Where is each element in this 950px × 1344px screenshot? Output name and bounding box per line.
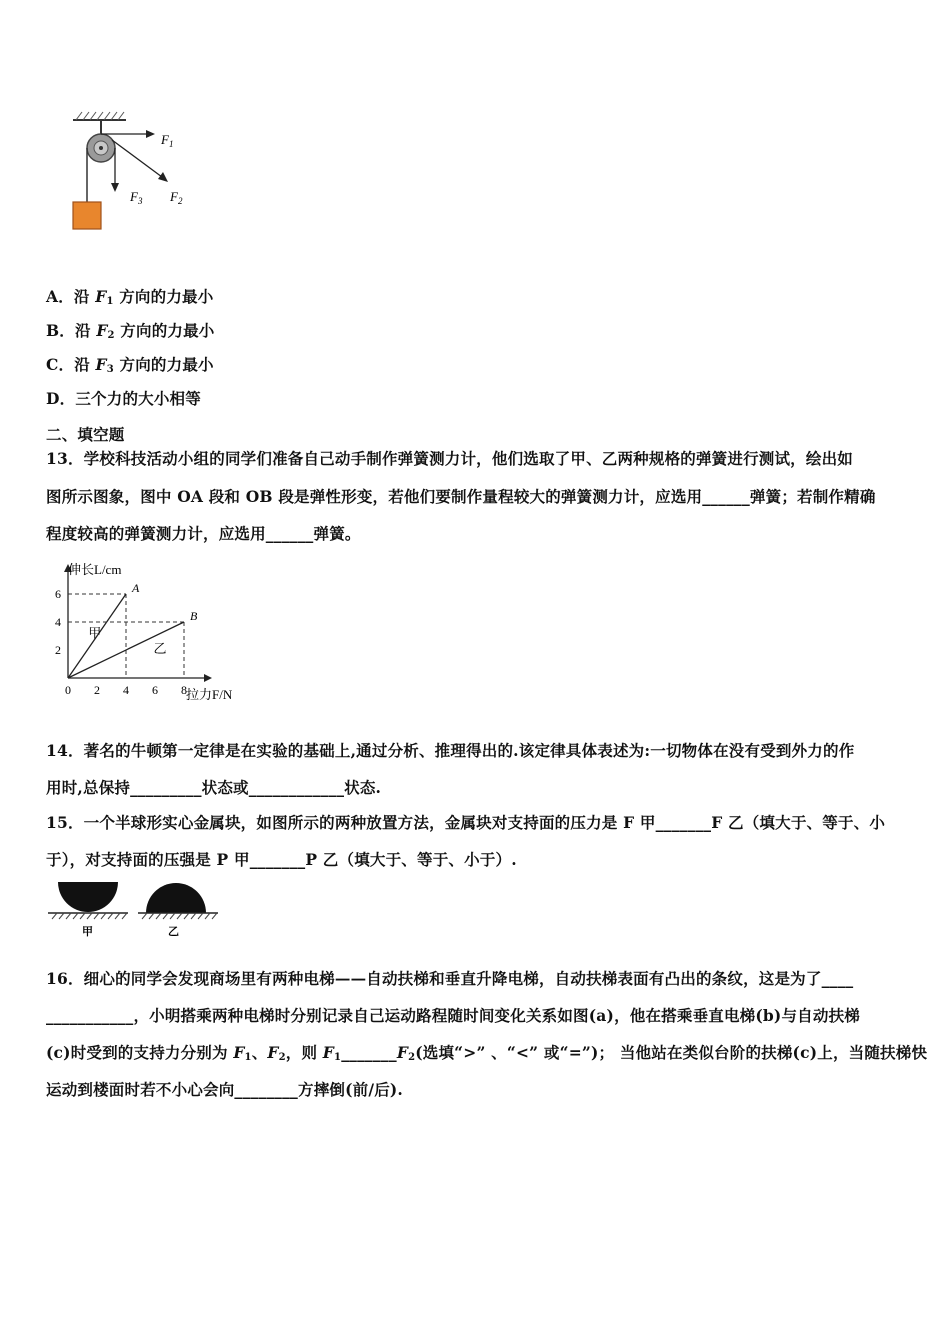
x-tick-label: 6 — [152, 683, 158, 697]
x-axis-label: 拉力F/N — [186, 687, 233, 702]
q16-line3: (c)时受到的支持力分别为 $F_1$、$F_2$，则 $F_1\_\_\_\_\_\_\_F_2$(选填“>” 、“<” 或“=”)； 当他站在类似台阶的扶梯(c)上，当随扶梯快 — [46, 1043, 928, 1063]
y-tick-label: 4 — [55, 615, 61, 629]
label-jia: 甲 — [82, 926, 93, 938]
q15-line2: 于），对支持面的压强是 P 甲_______P 乙（填大于、等于、小于）. — [46, 850, 517, 869]
hemisphere-figure — [44, 880, 224, 940]
x-tick-label: 2 — [94, 683, 100, 697]
f1-label: $F_1$ — [161, 132, 174, 149]
q15-line1: 15．一个半球形实心金属块，如图所示的两种放置方法，金属块对支持面的压力是 F 甲_______F 乙（填大于、等于、小 — [46, 813, 886, 832]
series-name-label: 甲 — [88, 625, 102, 641]
point-label: A — [132, 581, 140, 595]
q13-line2: 图所示图象，图中 OA 段和 OB 段是弹性形变，若他们要制作量程较大的弹簧测力计，应选用______弹簧；若制作精确 — [46, 487, 876, 506]
hemisphere-jia — [58, 882, 118, 912]
x-tick-label: 8 — [181, 683, 187, 697]
option-d[interactable]: D．三个力的大小相等 — [46, 389, 201, 408]
label-yi: 乙 — [168, 926, 179, 938]
series-name-label: 乙 — [153, 640, 167, 656]
y-axis-label: 伸长L/cm — [68, 562, 122, 577]
option-a[interactable]: A．沿 $F_1$ 方向的力最小 — [46, 287, 214, 307]
y-tick-label: 2 — [55, 643, 61, 657]
q14-line2: 用时,总保持_________状态或____________状态. — [46, 778, 382, 797]
option-c[interactable]: C．沿 $F_3$ 方向的力最小 — [46, 355, 214, 375]
q16-line1: 16．细心的同学会发现商场里有两种电梯——自动扶梯和垂直升降电梯，自动扶梯表面有凸出的条纹，这是为了____ — [46, 969, 854, 988]
f3-label: $F_3$ — [130, 189, 143, 206]
q14-line1: 14．著名的牛顿第一定律是在实验的基础上,通过分析、推理得出的.该定律具体表述为:一切物体在没有受到外力的作 — [46, 741, 855, 760]
q13-line3: 程度较高的弹簧测力计，应选用______弹簧。 — [46, 524, 361, 543]
y-tick-label: 6 — [55, 587, 61, 601]
q13-line1: 13．学校科技活动小组的同学们准备自己动手制作弹簧测力计，他们选取了甲、乙两种规格的弹簧进行测试，绘出如 — [46, 449, 853, 468]
option-b[interactable]: B．沿 $F_2$ 方向的力最小 — [46, 321, 215, 341]
point-label: B — [190, 609, 198, 623]
section-title: 二、填空题 — [46, 425, 125, 444]
q16-line4: 运动到楼面时若不小心会向________方摔倒(前/后). — [46, 1080, 404, 1099]
f2-label: $F_2$ — [170, 189, 183, 206]
x-tick-label: 0 — [65, 683, 71, 697]
pulley-figure — [60, 104, 210, 239]
q16-line2: ___________，小明搭乘两种电梯时分别记录自己运动路程随时间变化关系如图(a)，他在搭乘垂直电梯(b)与自动扶梯 — [46, 1006, 860, 1025]
x-axis-arrow — [204, 674, 212, 682]
x-tick-label: 4 — [123, 683, 129, 697]
spring-chart — [44, 558, 264, 708]
hemisphere-yi — [146, 883, 206, 913]
